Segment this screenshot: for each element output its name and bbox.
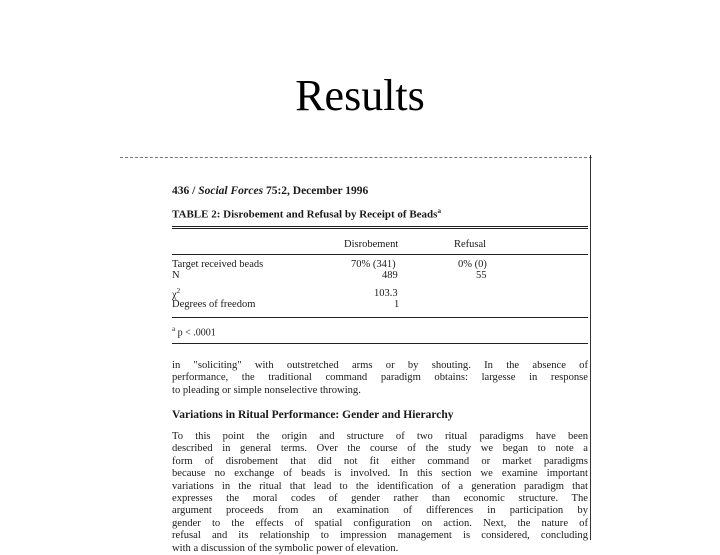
paragraph-line: described in general terms. Over the course of the study we began to note a: [172, 443, 588, 455]
table-top-rule: [172, 226, 588, 229]
scan-top-border: [120, 157, 592, 158]
page-header: [172, 185, 368, 197]
section-paragraph: [172, 431, 588, 555]
paragraph-line: gender to the effects of spatial configuration on action. Next, the nature of: [172, 517, 588, 529]
page-header-prefix: 436 /: [172, 185, 199, 197]
scanned-page: [120, 155, 592, 554]
paragraph-line: because no exchange of beads is involved. In this section we examine important: [172, 468, 588, 480]
cell-disrobement-chi-square: 103.3: [374, 288, 398, 299]
section-heading: Variations in Ritual Performance: Gender and Hierarchy: [172, 409, 454, 421]
paragraph-line: expresses the moral codes of gender rather than economic structure. The: [172, 493, 588, 505]
table-bottom-rule: [172, 317, 588, 318]
paragraph-line: form of disrobement that did not fit either command or market paradigms: [172, 455, 588, 467]
row-label-target-received-beads: Target received beads: [172, 259, 264, 270]
footnote-marker: a: [172, 325, 176, 333]
row-label-chi-square: $\chi^2$: [172, 287, 181, 301]
column-header-refusal: Refusal: [454, 239, 487, 250]
row-label-n: N: [172, 270, 180, 281]
table-header-rule: [172, 254, 588, 255]
journal-name: Social Forces: [198, 185, 264, 197]
paragraph-line: performance, the traditional command paradigm obtains: largesse in response: [172, 372, 588, 384]
slide-title: Results: [295, 71, 425, 120]
chi-square-exponent: 2: [176, 287, 181, 295]
table-title-footnote-marker: a: [437, 207, 441, 215]
column-header-disrobement: Disrobement: [344, 239, 399, 250]
paragraph-line: in "soliciting" with outstretched arms or by shouting. In the absence of: [172, 360, 588, 371]
paragraph-line: To this point the origin and structure of two ritual paradigms have been: [172, 431, 588, 442]
journal-issue: 75:2, December 1996: [263, 185, 369, 197]
paragraph-continuation: [172, 360, 588, 397]
paragraph-line: with a discussion of the symbolic power of elevation.: [172, 542, 399, 554]
cell-disrobement-df: 1: [394, 299, 400, 310]
cell-refusal-received: 0% (0): [458, 259, 487, 270]
paragraph-line: refusal and its relationship to impression management is considered, concluding: [172, 530, 588, 542]
footnote-rule: [172, 343, 588, 344]
table-title: TABLE 2: Disrobement and Refusal by Receipt of Beads$^a$: [172, 207, 441, 221]
row-label-degrees-of-freedom: Degrees of freedom: [172, 299, 256, 310]
scan-right-border: [590, 155, 591, 540]
paragraph-line: variations in the ritual that lead to the identification of a generation paradigm that: [172, 480, 588, 492]
table-footnote: $^a$ p < .0001: [172, 325, 216, 339]
paragraph-line: to pleading or simple nonselective throwing.: [172, 384, 361, 396]
cell-disrobement-n: 489: [382, 270, 398, 281]
paragraph-line: argument proceeds from an examination of differences in participation by: [172, 505, 588, 517]
cell-disrobement-received: 70% (341): [351, 259, 396, 270]
cell-refusal-n: 55: [476, 270, 487, 281]
